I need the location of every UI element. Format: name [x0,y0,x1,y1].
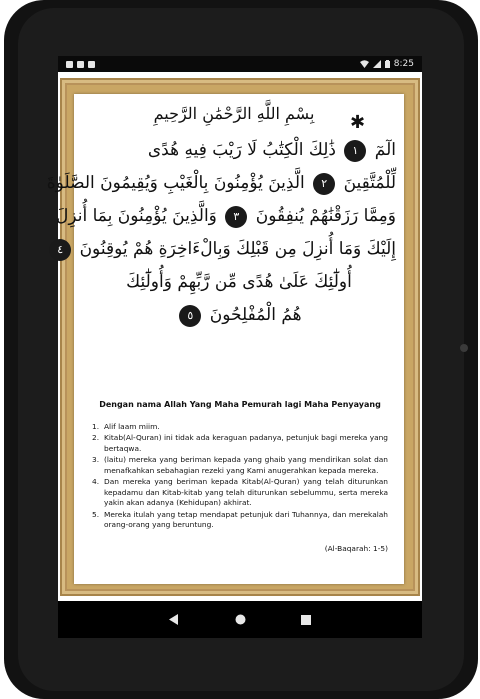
status-notifications [66,61,95,68]
ayah-number-marker: ٥ [179,305,201,327]
star-marker: ✱ [350,112,366,133]
translation-item [92,510,388,531]
arabic-text: إِلَيْكَ وَمَا أُنزِلَ مِن قَبْلِكَ وَبِالْءَاخِرَةِ هُمْ يُوقِنُونَ [79,239,396,259]
translation-number: 2. [92,433,100,442]
quran-page-view[interactable] [46,72,422,601]
arabic-line [46,167,396,200]
status-time: 8:25 [393,59,414,69]
arabic-line [57,233,396,266]
status-system [360,59,414,69]
ornamental-frame [46,78,420,596]
arabic-text: هُمُ الْمُفْلِحُونَ [209,305,302,325]
translation-text: Kitab(Al-Quran) ini tidak ada keraguan padanya, petunjuk bagi mereka yang bertaqwa. [104,433,388,453]
translation-item [92,477,388,509]
back-triangle-icon [169,614,179,625]
page-paper [46,94,404,584]
translation-list [92,422,388,531]
arabic-text: الَّذِينَ يُؤْمِنُونَ بِالْغَيْبِ وَيُقِيمُونَ الصَّلَوٰةَ [46,173,305,193]
home-circle-icon [235,614,246,625]
translation-number: 3. [92,455,100,464]
ayah-number-marker: ١ [344,140,366,162]
battery-icon [385,60,390,68]
translation-item [92,433,388,454]
ayah-number-marker: ٣ [225,206,247,228]
translation-block [92,400,388,554]
arabic-text: ذَٰلِكَ الْكِتَٰبُ لَا رَيْبَ فِيهِ هُدًى [147,140,336,160]
notification-icon [66,61,73,68]
arabic-text: لِّلْمُتَّقِينَ [343,173,396,193]
translation-text: Dan mereka yang beriman kepada Kitab(Al-Quran) yang telah diturunkan kepadamu dan Kitab-kitab yang telah diturunkan sebelummu, serta mereka yakin akan adanya (Kehidupan) akhirat. [104,477,388,507]
status-bar [58,56,422,72]
translation-item [92,455,388,476]
back-button[interactable] [166,612,182,628]
signal-icon [373,60,381,68]
bismillah-heading: بِسْمِ اللَّهِ الرَّحْمَٰنِ الرَّحِيمِ [153,104,315,123]
home-button[interactable] [232,612,248,628]
arabic-line [82,299,396,332]
ayah-number-marker: ٢ [313,173,335,195]
translation-number: 5. [92,509,100,519]
wifi-icon [360,60,369,68]
surah-reference: (Al-Baqarah: 1-5) [324,543,388,553]
arabic-text: وَالَّذِينَ يُؤْمِنُونَ بِمَا أُنزِلَ [56,206,217,226]
notification-icon [88,61,95,68]
translation-text: (laitu) mereka yang beriman kepada yang ghaib yang mendirikan solat dan menafkahkan sebahagian rezeki yang Kami anugerahkan kepada mereka. [104,455,388,475]
translation-text: Alif laam miim. [104,421,160,431]
translation-title: Dengan nama Allah Yang Maha Pemurah lagi Maha Penyayang [99,400,381,409]
navigation-bar [58,601,422,638]
translation-number: 1. [92,421,100,431]
notification-icon [77,61,84,68]
arabic-text: وَمِمَّا رَزَقْنَٰهُمْ يُنفِقُونَ [255,206,396,226]
recents-square-icon [301,615,311,625]
device-sensor-dot [460,344,468,352]
arabic-text-block [46,134,396,332]
arabic-text: الٓمٓ [374,140,396,160]
arabic-text: أُولَٰٓئِكَ عَلَىٰ هُدًى مِّن رَّبِّهِمْ وَأُولَٰٓئِكَ [126,272,352,292]
arabic-line [56,200,396,233]
arabic-line [82,134,396,167]
ayah-number-marker: ٤ [49,239,71,261]
translation-text: Mereka itulah yang tetap mendapat petunjuk dari Tuhannya, dan merekalah orang-orang yang beruntung. [104,509,388,529]
screen [46,56,422,638]
translation-item [92,422,388,433]
arabic-line [82,266,396,299]
translation-number: 4. [92,477,100,486]
recents-button[interactable] [298,612,314,628]
